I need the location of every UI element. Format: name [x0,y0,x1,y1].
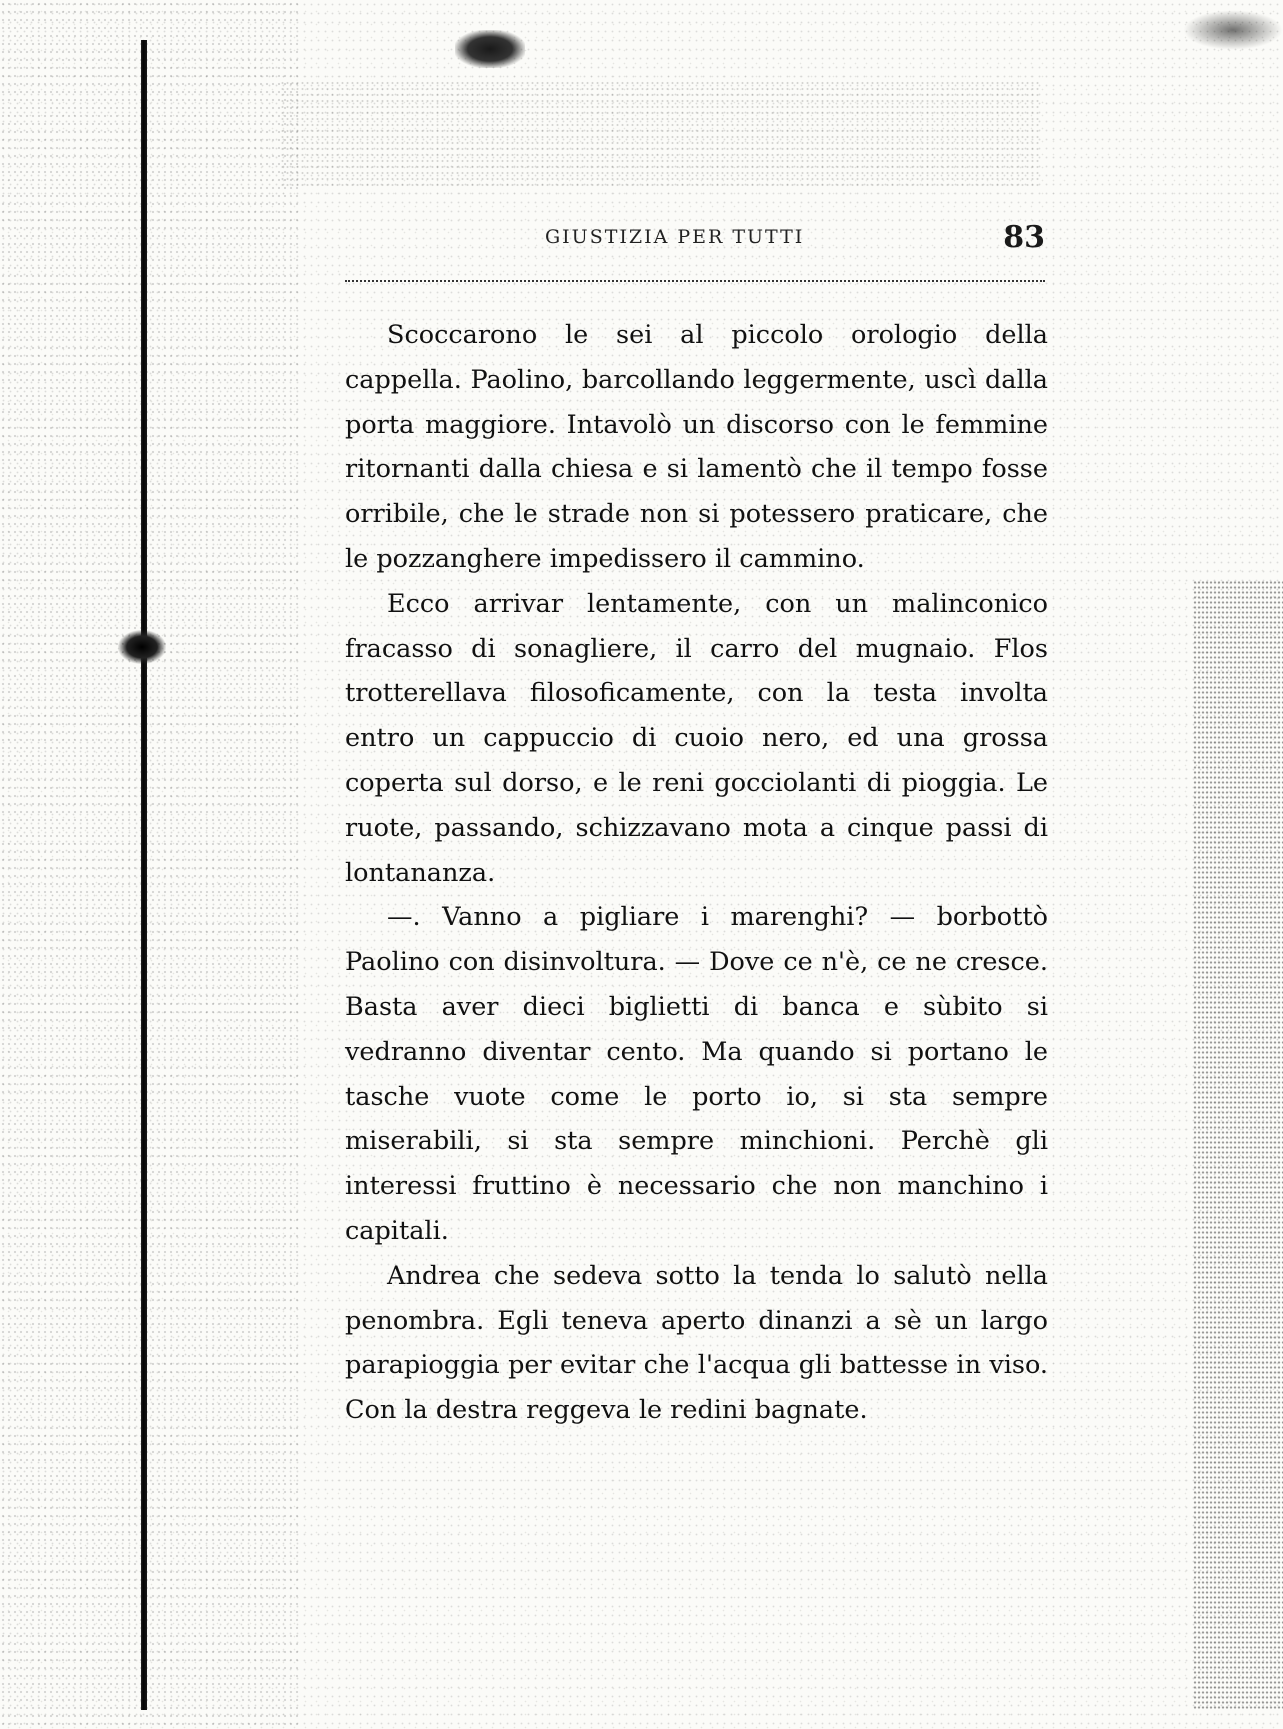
top-noise [280,80,1040,190]
paragraph: Andrea che sedeva sotto la tenda lo salutò nella penombra. Egli teneva aperto dinanzi a sè un largo parapioggia per evitar che l'acqua gli battesse in viso. Con la destra reggeva le redini bagnate. [345,1260,1048,1426]
running-title: GIUSTIZIA PER TUTTI [545,226,805,248]
page-header [345,220,1045,260]
header-rule [345,280,1045,282]
body-text [345,313,1048,1433]
gutter-ink-blot [118,630,166,664]
paragraph: Ecco arrivar lentamente, con un malinconico fracasso di sonagliere, il carro del mugnaio. Flos trotterellava filosoficamente, con la testa involta entro un cappuccio di cuoio nero, ed una grossa coperta sul dorso, e le reni gocciolanti di pioggia. Le ruote, passando, schizzavano mota a cinque passi di lontananza. [345,588,1048,888]
page-number: 83 [1003,220,1045,255]
paragraph: Scoccarono le sei al piccolo orologio della cappella. Paolino, barcollando leggermente, uscì dalla porta maggiore. Intavolò un discorso con le femmine ritornanti dalla chiesa e si lamentò che il tempo fosse orribile, che le strade non si potessero praticare, che le pozzanghere impedissero il cammino. [345,320,1048,574]
gutter-noise [0,0,300,1729]
corner-shadow [1183,10,1283,50]
edge-noise [1193,580,1283,1710]
ink-blot [455,30,525,68]
paragraph: —. Vanno a pigliare i marenghi? — borbottò Paolino con disinvoltura. — Dove ce n'è, ce ne cresce. Basta aver dieci biglietti di banca e sùbito si vedranno diventar cento. Ma quando si portano le tasche vuote come le porto io, si sta sempre miserabili, si sta sempre minchioni. Perchè gli interessi fruttino è necessario che non manchino i capitali. [345,902,1048,1246]
binding-gutter-line [141,40,147,1710]
